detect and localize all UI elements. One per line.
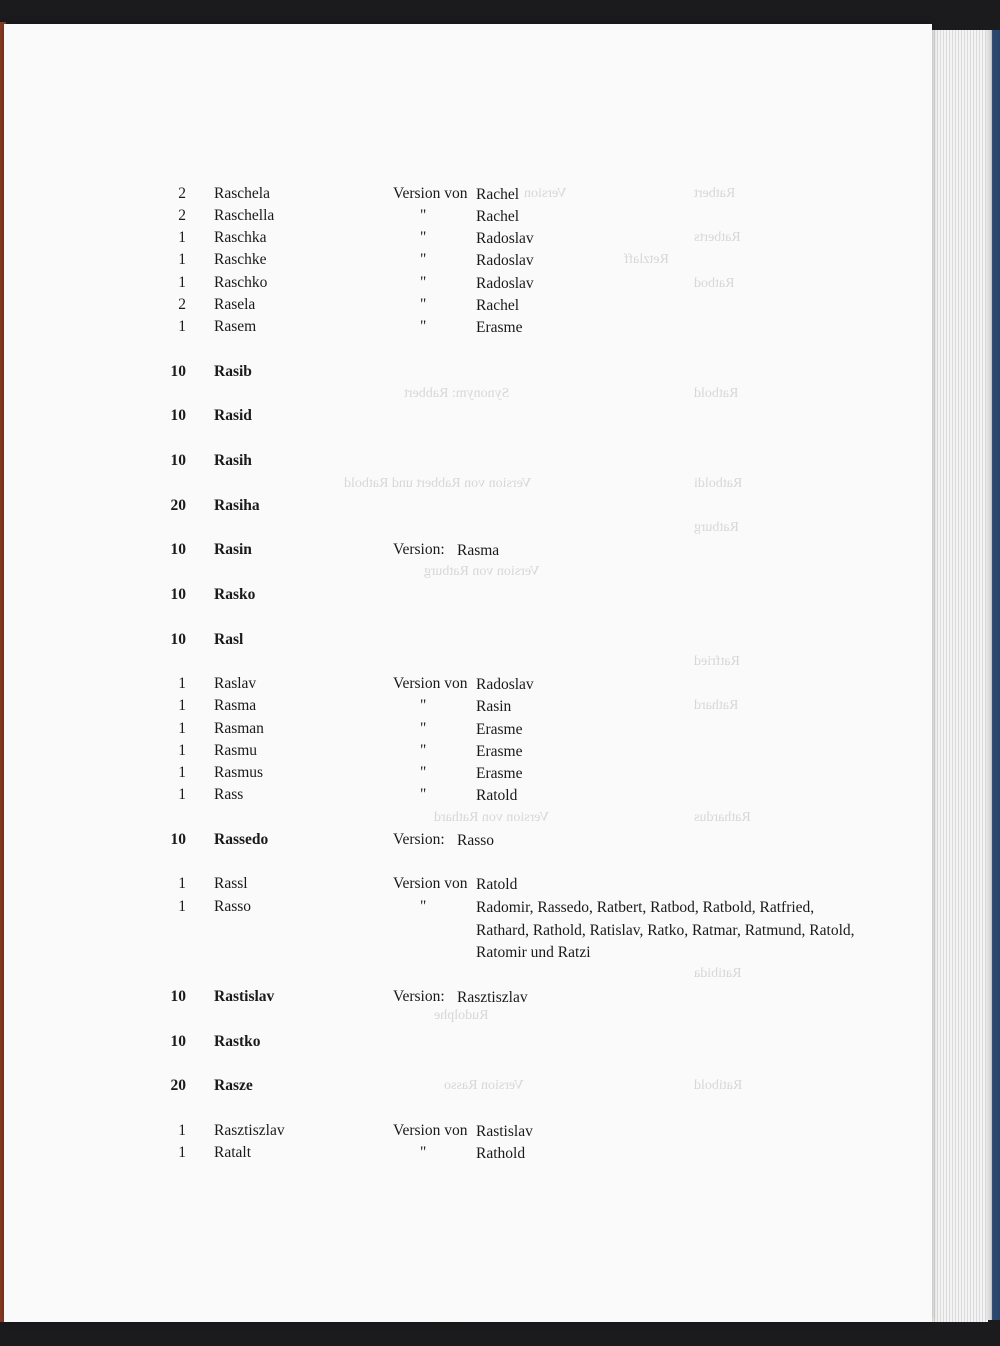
entry-name: Rasko [214, 586, 256, 603]
entry-name: Raschella [214, 207, 275, 224]
entry-name: Rasmus [214, 764, 264, 781]
ditto-mark: " [420, 1144, 427, 1161]
entry-reference: Erasme [476, 721, 523, 738]
entry-name: Rasin [214, 541, 252, 558]
entry-name: Rasiha [214, 497, 260, 514]
entry-relation: Version von [393, 675, 468, 692]
entry-count: 1 [178, 875, 186, 892]
entry-count: 1 [178, 251, 186, 268]
entry-reference: Rasso [457, 832, 495, 849]
entry-name: Rassl [214, 875, 248, 892]
entry-count: 20 [170, 497, 186, 514]
entry-name: Rasl [214, 631, 244, 648]
page-number: - 877 - [433, 1320, 473, 1336]
entry-name: Rasih [214, 452, 252, 469]
entry-count: 10 [170, 631, 186, 648]
entry-name: Rassedo [214, 831, 269, 848]
entry-relation: Version von [393, 185, 468, 202]
ditto-mark: " [420, 318, 427, 335]
entry-count: 10 [170, 452, 186, 469]
entry-reference: Rachel [476, 208, 520, 225]
entry-name: Rasso [214, 898, 252, 915]
entry-count: 1 [178, 675, 186, 692]
entry-name: Rastislav [214, 988, 275, 1005]
ditto-mark: " [420, 296, 427, 313]
entry-reference: Radoslav [476, 230, 534, 247]
ditto-mark: " [420, 786, 427, 803]
ditto-mark: " [420, 764, 427, 781]
entry-count: 10 [170, 363, 186, 380]
ditto-mark: " [420, 898, 427, 915]
entry-name: Raschke [214, 251, 267, 268]
entry-name: Rasman [214, 720, 264, 737]
entry-count: 1 [178, 229, 186, 246]
entry-reference: Rachel [476, 297, 520, 314]
entry-count: 10 [170, 831, 186, 848]
entry-count: 1 [178, 1122, 186, 1139]
entry-reference: Radoslav [476, 275, 534, 292]
entry-count: 1 [178, 318, 186, 335]
entry-name: Rasib [214, 363, 252, 380]
entry-name: Rasze [214, 1077, 253, 1094]
entry-reference: Radoslav [476, 676, 534, 693]
entry-reference: Erasme [476, 743, 523, 760]
entry-count: 2 [178, 207, 186, 224]
entry-reference: Ratold [476, 787, 518, 804]
ditto-mark: " [420, 229, 427, 246]
entry-reference: Erasme [476, 765, 523, 782]
entry-name: Raschka [214, 229, 267, 246]
entry-count: 10 [170, 988, 186, 1005]
entry-reference: Rastislav [476, 1123, 533, 1140]
page-edges [926, 30, 988, 1322]
entry-count: 10 [170, 541, 186, 558]
ditto-mark: " [420, 742, 427, 759]
entry-name: Rastko [214, 1033, 261, 1050]
ditto-mark: " [420, 207, 427, 224]
book-page [4, 24, 932, 1336]
entry-reference: Rasin [476, 698, 512, 715]
entry-count: 10 [170, 586, 186, 603]
ditto-mark: " [420, 274, 427, 291]
entry-relation: Version von [393, 875, 468, 892]
entry-name: Raschko [214, 274, 268, 291]
entry-reference: Rasztiszlav [457, 989, 528, 1006]
entry-reference: Rachel [476, 186, 520, 203]
entry-count: 2 [178, 185, 186, 202]
book-cover-right [986, 30, 1000, 1320]
entry-relation: Version: [393, 831, 445, 848]
entry-name: Rasela [214, 296, 256, 313]
entry-relation: Version von [393, 1122, 468, 1139]
entry-reference: Rathold [476, 1145, 526, 1162]
entry-count: 1 [178, 697, 186, 714]
entry-name: Raslav [214, 675, 257, 692]
entry-reference: Radomir, Rassedo, Ratbert, Ratbod, Ratbold, Ratfried, Rathard, Rathold, Ratislav, Ratko, Ratmar, Ratmund, Ratold, Ratomir und Ratzi [476, 899, 855, 961]
entry-count: 10 [170, 1033, 186, 1050]
entry-name: Ratalt [214, 1144, 252, 1161]
entry-count: 1 [178, 1144, 186, 1161]
entry-count: 1 [178, 720, 186, 737]
entry-reference: Erasme [476, 319, 523, 336]
entry-reference: Radoslav [476, 252, 534, 269]
ditto-mark: " [420, 697, 427, 714]
entry-relation: Version: [393, 988, 445, 1005]
entry-name: Rasma [214, 697, 257, 714]
entry-count: 1 [178, 742, 186, 759]
entry-count: 2 [178, 296, 186, 313]
entry-name: Rasid [214, 407, 252, 424]
entry-count: 10 [170, 407, 186, 424]
entry-count: 1 [178, 274, 186, 291]
entry-count: 20 [170, 1077, 186, 1094]
entry-name: Rasmu [214, 742, 258, 759]
entry-name: Rasem [214, 318, 257, 335]
entry-name: Rasztiszlav [214, 1122, 285, 1139]
show-through-text: Version Ratbert Ratberts Ratbod Retzlaff Synonym: Rabbert Ratbold Version von Rabbert und Ratbold Ratboldi Ratburg Version von Ratburg Ratfried Rathard Version von Rathard Rathardus Ratibida Rudolphe Ratibold Version Rasso [344, 186, 751, 1093]
entry-count: 1 [178, 764, 186, 781]
entry-name: Raschela [214, 185, 270, 202]
name-index-list [4, 24, 932, 1322]
entry-count: 1 [178, 898, 186, 915]
entry-relation: Version: [393, 541, 445, 558]
ditto-mark: " [420, 720, 427, 737]
entry-name: Rass [214, 786, 244, 803]
entry-count: 1 [178, 786, 186, 803]
ditto-mark: " [420, 251, 427, 268]
entry-reference: Rasma [457, 542, 500, 559]
entry-reference: Ratold [476, 876, 518, 893]
